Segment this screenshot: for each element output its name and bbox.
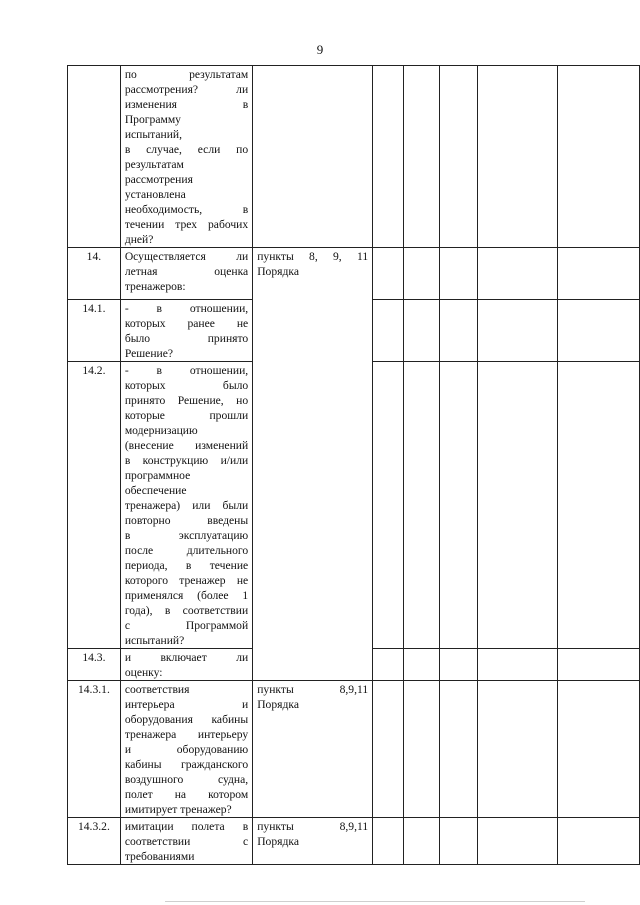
requirement-question	[120, 649, 252, 681]
item-number: 14.3.2.	[68, 818, 121, 865]
requirement-question	[120, 818, 252, 865]
question-text-line: Осуществляется ли	[124, 250, 249, 263]
remark-cell	[557, 248, 639, 300]
question-text-line: дней?	[124, 233, 154, 246]
answer-na-cell	[440, 248, 478, 300]
question-text-line: и включает ли	[124, 651, 249, 664]
question-text-line: периода, в течение	[124, 559, 249, 572]
question-text-line: модернизацию	[124, 424, 198, 437]
question-text-line: в конструкцию и/или	[124, 454, 249, 467]
requirement-question	[120, 362, 252, 649]
answer-na-cell	[440, 66, 478, 248]
question-text-line: имитирует тренажер?	[124, 803, 232, 816]
requirement-question	[120, 66, 252, 248]
question-text-line: повторно введены	[124, 514, 249, 527]
question-text-line: рассмотрения? ли	[124, 83, 249, 96]
requirement-question	[120, 300, 252, 362]
basis-text-line: пункты 8, 9, 11	[257, 250, 369, 263]
answer-na-cell	[440, 681, 478, 818]
question-text-line: после длительного	[124, 544, 249, 557]
basis-text-line: Порядка	[257, 698, 299, 711]
answer-no-cell	[403, 681, 440, 818]
legal-basis	[253, 818, 373, 865]
question-text-line: было принято	[124, 332, 249, 345]
answer-yes-cell	[373, 818, 404, 865]
question-text-line: которого тренажер не	[124, 574, 249, 587]
item-number: 14.3.	[68, 649, 121, 681]
question-text-line: имитации полета в	[124, 820, 249, 833]
question-text-line: (внесение изменений	[124, 439, 249, 452]
note-cell	[478, 248, 558, 300]
question-text-line: программное	[124, 469, 191, 482]
table-row	[68, 818, 640, 865]
note-cell	[478, 649, 558, 681]
question-text-line: которые прошли	[124, 409, 249, 422]
question-text-line: результатам	[124, 158, 184, 171]
requirement-question	[120, 248, 252, 300]
answer-na-cell	[440, 818, 478, 865]
item-number: 14.	[68, 248, 121, 300]
answer-yes-cell	[373, 649, 404, 681]
question-text-line: которых ранее не	[124, 317, 249, 330]
basis-text-line: пункты 8,9,11	[257, 820, 369, 833]
question-text-line: и оборудованию	[124, 743, 249, 756]
requirement-question	[120, 681, 252, 818]
question-text-line: - в отношении,	[124, 302, 249, 315]
answer-yes-cell	[373, 362, 404, 649]
answer-yes-cell	[373, 66, 404, 248]
question-text-line: изменения в	[124, 98, 249, 111]
table-row	[68, 248, 640, 300]
remark-cell	[557, 362, 639, 649]
table-row	[68, 681, 640, 818]
question-text-line: тренажера интерьеру	[124, 728, 249, 741]
question-text-line: тренажеров:	[124, 280, 186, 293]
question-text-line: - в отношении,	[124, 364, 249, 377]
basis-text-line: пункты 8,9,11	[257, 683, 369, 696]
question-text-line: применялся (более 1	[124, 589, 249, 602]
remark-cell	[557, 681, 639, 818]
item-number: 14.1.	[68, 300, 121, 362]
answer-no-cell	[403, 66, 440, 248]
question-text-line: принято Решение, но	[124, 394, 249, 407]
basis-text-line: Порядка	[257, 835, 299, 848]
question-text-line: оценку:	[124, 666, 163, 679]
question-text-line: оборудования кабины	[124, 713, 249, 726]
question-text-line: необходимость, в	[124, 203, 249, 216]
remark-cell	[557, 818, 639, 865]
question-text-line: по результатам	[124, 68, 249, 81]
note-cell	[478, 300, 558, 362]
item-number: 14.3.1.	[68, 681, 121, 818]
legal-basis	[253, 681, 373, 818]
answer-no-cell	[403, 248, 440, 300]
question-text-line: полет на котором	[124, 788, 249, 801]
remark-cell	[557, 649, 639, 681]
scan-edge-line	[165, 901, 585, 902]
answer-no-cell	[403, 818, 440, 865]
note-cell	[478, 66, 558, 248]
question-text-line: кабины гражданского	[124, 758, 249, 771]
question-text-line: течении трех рабочих	[124, 218, 249, 231]
answer-yes-cell	[373, 681, 404, 818]
checklist-table	[67, 65, 640, 865]
checklist-body	[68, 66, 640, 865]
question-text-line: года), в соответствии	[124, 604, 249, 617]
note-cell	[478, 362, 558, 649]
answer-na-cell	[440, 300, 478, 362]
question-text-line: соответствии с	[124, 835, 249, 848]
answer-yes-cell	[373, 248, 404, 300]
table-row	[68, 66, 640, 248]
item-number	[68, 66, 121, 248]
answer-no-cell	[403, 649, 440, 681]
remark-cell	[557, 300, 639, 362]
question-text-line: интерьера и	[124, 698, 249, 711]
question-text-line: рассмотрения	[124, 173, 193, 186]
question-text-line: обеспечение	[124, 484, 187, 497]
answer-na-cell	[440, 649, 478, 681]
question-text-line: которых было	[124, 379, 249, 392]
question-text-line: соответствия	[124, 683, 190, 696]
question-text-line: Решение?	[124, 347, 174, 360]
answer-yes-cell	[373, 300, 404, 362]
question-text-line: тренажера) или были	[124, 499, 249, 512]
question-text-line: испытаний,	[124, 128, 183, 141]
question-text-line: установлена	[124, 188, 186, 201]
page-number: 9	[316, 42, 324, 57]
item-number: 14.2.	[68, 362, 121, 649]
question-text-line: в эксплуатацию	[124, 529, 249, 542]
question-text-line: летная оценка	[124, 265, 249, 278]
basis-text-line: Порядка	[257, 265, 299, 278]
question-text-line: воздушного судна,	[124, 773, 249, 786]
question-text-line: Программу	[124, 113, 181, 126]
legal-basis	[253, 66, 373, 248]
answer-no-cell	[403, 362, 440, 649]
question-text-line: испытаний?	[124, 634, 185, 647]
question-text-line: в случае, если по	[124, 143, 249, 156]
legal-basis	[253, 248, 373, 681]
answer-na-cell	[440, 362, 478, 649]
note-cell	[478, 681, 558, 818]
answer-no-cell	[403, 300, 440, 362]
note-cell	[478, 818, 558, 865]
question-text-line: требованиями	[124, 850, 195, 863]
question-text-line: с Программой	[124, 619, 249, 632]
remark-cell	[557, 66, 639, 248]
